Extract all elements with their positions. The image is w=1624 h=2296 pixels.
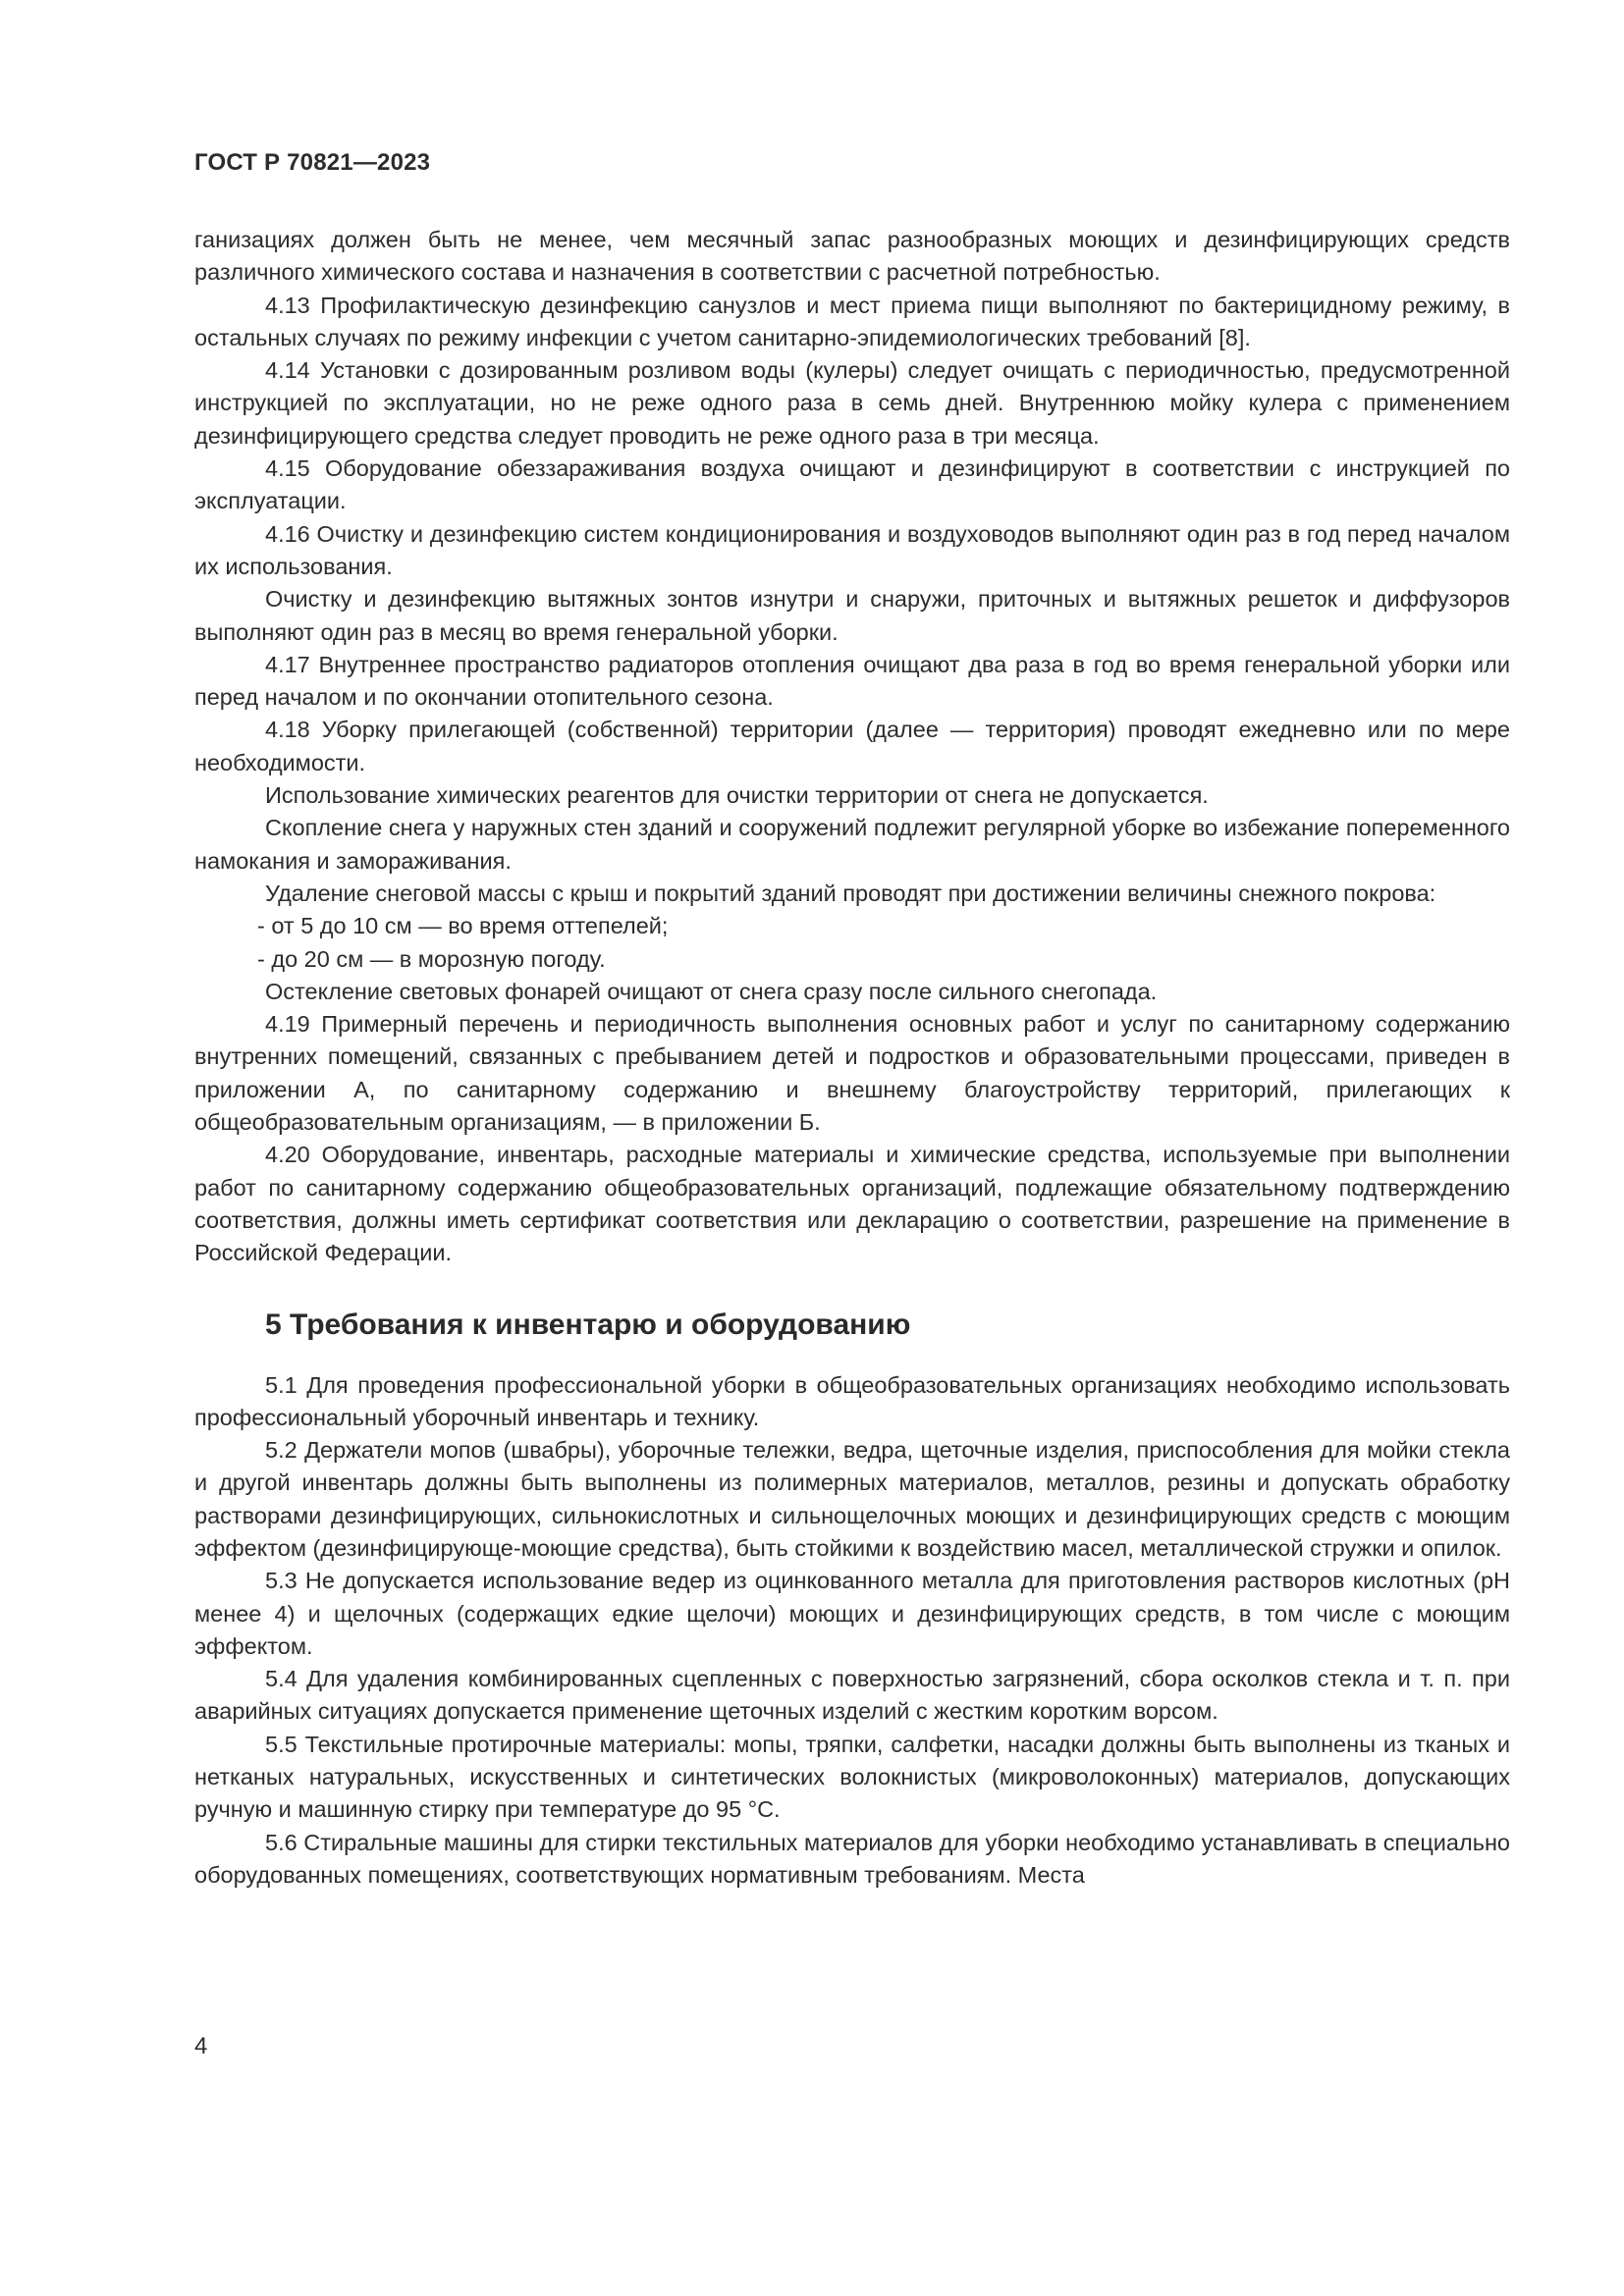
paragraph-continuation: ганизациях должен быть не менее, чем месячный запас разнообразных моющих и дезинфицирующих средств различного химического состава и назначения в соответствии с расчетной потребностью. <box>194 227 1510 286</box>
paragraph-4-16: 4.16 Очистку и дезинфекцию систем кондиционирования и воздуховодов выполняют один раз в год перед началом их использования. <box>194 520 1510 579</box>
paragraph-4-15: 4.15 Оборудование обеззараживания воздуха очищают и дезинфицируют в соответствии с инструкцией по эксплуатации. <box>194 455 1510 514</box>
paragraph-4-20: 4.20 Оборудование, инвентарь, расходные материалы и химические средства, используемые при выполнении работ по санитарному содержанию общеобразовательных организаций, подлежащие обязательному подтверждению соответствия, должны иметь сертификат соответствия или декларацию о соответствии, разрешение на применение в Российской Федерации. <box>194 1142 1510 1266</box>
paragraph-4-13: 4.13 Профилактическую дезинфекцию санузлов и мест приема пищи выполняют по бактерицидному режиму, в остальных случаях по режиму инфекции с учетом санитарно-эпидемиологических требований [8]. <box>194 292 1510 350</box>
paragraph-4-19: 4.19 Примерный перечень и периодичность выполнения основных работ и услуг по санитарному содержанию внутренних помещений, связанных с пребыванием детей и подростков и образовательными процессами, приведен в приложении А, по санитарному содержанию и внешнему благоустройству территорий, прилегающих к общеобразовательным организациям, — в приложении Б. <box>194 1011 1510 1136</box>
paragraph-5-6: 5.6 Стиральные машины для стирки текстильных материалов для уборки необходимо устанавливать в специально оборудованных помещениях, соответствующих нормативным требованиям. Места <box>194 1829 1510 1888</box>
paragraph-4-18-b: Использование химических реагентов для очистки территории от снега не допускается. <box>265 782 1209 809</box>
list-item: - до 20 см — в морозную погоду. <box>257 945 606 972</box>
paragraph-5-3: 5.3 Не допускается использование ведер из оцинкованного металла для приготовления растворов кислотных (pH менее 4) и щелочных (содержащих едкие щелочи) моющих и дезинфицирующих средств, в том числе с моющим эффектом. <box>194 1568 1510 1659</box>
paragraph-4-14: 4.14 Установки с дозированным розливом воды (кулеры) следует очищать с периодичностью, предусмотренной инструкцией по эксплуатации, но не реже одного раза в семь дней. Внутреннюю мойку кулера с применением дезинфицирующего средства следует проводить не реже одного раза в три месяца. <box>194 357 1510 449</box>
paragraph-4-18: 4.18 Уборку прилегающей (собственной) территории (далее — территория) проводят ежедневно или по мере необходимости. <box>194 717 1510 775</box>
document-header: ГОСТ Р 70821—2023 <box>194 149 431 176</box>
paragraph-4-16-b: Очистку и дезинфекцию вытяжных зонтов изнутри и снаружи, приточных и вытяжных решеток и диффузоров выполняют один раз в месяц во время генеральной уборки. <box>194 586 1510 645</box>
paragraph-5-4: 5.4 Для удаления комбинированных сцепленных с поверхностью загрязнений, сбора осколков стекла и т. п. при аварийных ситуациях допускается применение щеточных изделий с жестким коротким ворсом. <box>194 1666 1510 1725</box>
page-number: 4 <box>194 2033 208 2059</box>
paragraph-4-18-d: Удаление снеговой массы с крыш и покрытий зданий проводят при достижении величины снежного покрова: <box>265 880 1436 906</box>
paragraph-4-17: 4.17 Внутреннее пространство радиаторов отопления очищают два раза в год во время генеральной уборки или перед началом и по окончании отопительного сезона. <box>194 651 1510 711</box>
paragraph-5-2: 5.2 Держатели мопов (швабры), уборочные тележки, ведра, щеточные изделия, приспособления для мойки стекла и другой инвентарь должны быть выполнены из полимерных материалов, металлов, резины и допускать обработку растворами дезинфицирующих, сильнокислотных и сильнощелочных моющих и дезинфицирующих средств с моющим эффектом (дезинфицирующе-моющие средства), быть стойкими к воздействию масел, металлической стружки и опилок. <box>194 1437 1510 1561</box>
paragraph-4-18-e: Остекление световых фонарей очищают от снега сразу после сильного снегопада. <box>265 978 1158 1004</box>
document-body <box>194 224 1510 1892</box>
paragraph-5-5: 5.5 Текстильные протирочные материалы: мопы, тряпки, салфетки, насадки должны быть выполнены из тканых и нетканых натуральных, искусственных и синтетических волокнистых (микроволоконных) материалов, допускающих ручную и машинную стирку при температуре до 95 °С. <box>194 1731 1510 1823</box>
paragraph-5-1: 5.1 Для проведения профессиональной уборки в общеобразовательных организациях необходимо использовать профессиональный уборочный инвентарь и технику. <box>194 1371 1510 1430</box>
section-heading: 5 Требования к инвентарю и оборудованию <box>265 1308 911 1341</box>
list-item: - от 5 до 10 см — во время оттепелей; <box>257 913 669 939</box>
paragraph-4-18-c: Скопление снега у наружных стен зданий и сооружений подлежит регулярной уборке во избежание попеременного намокания и замораживания. <box>194 815 1510 874</box>
